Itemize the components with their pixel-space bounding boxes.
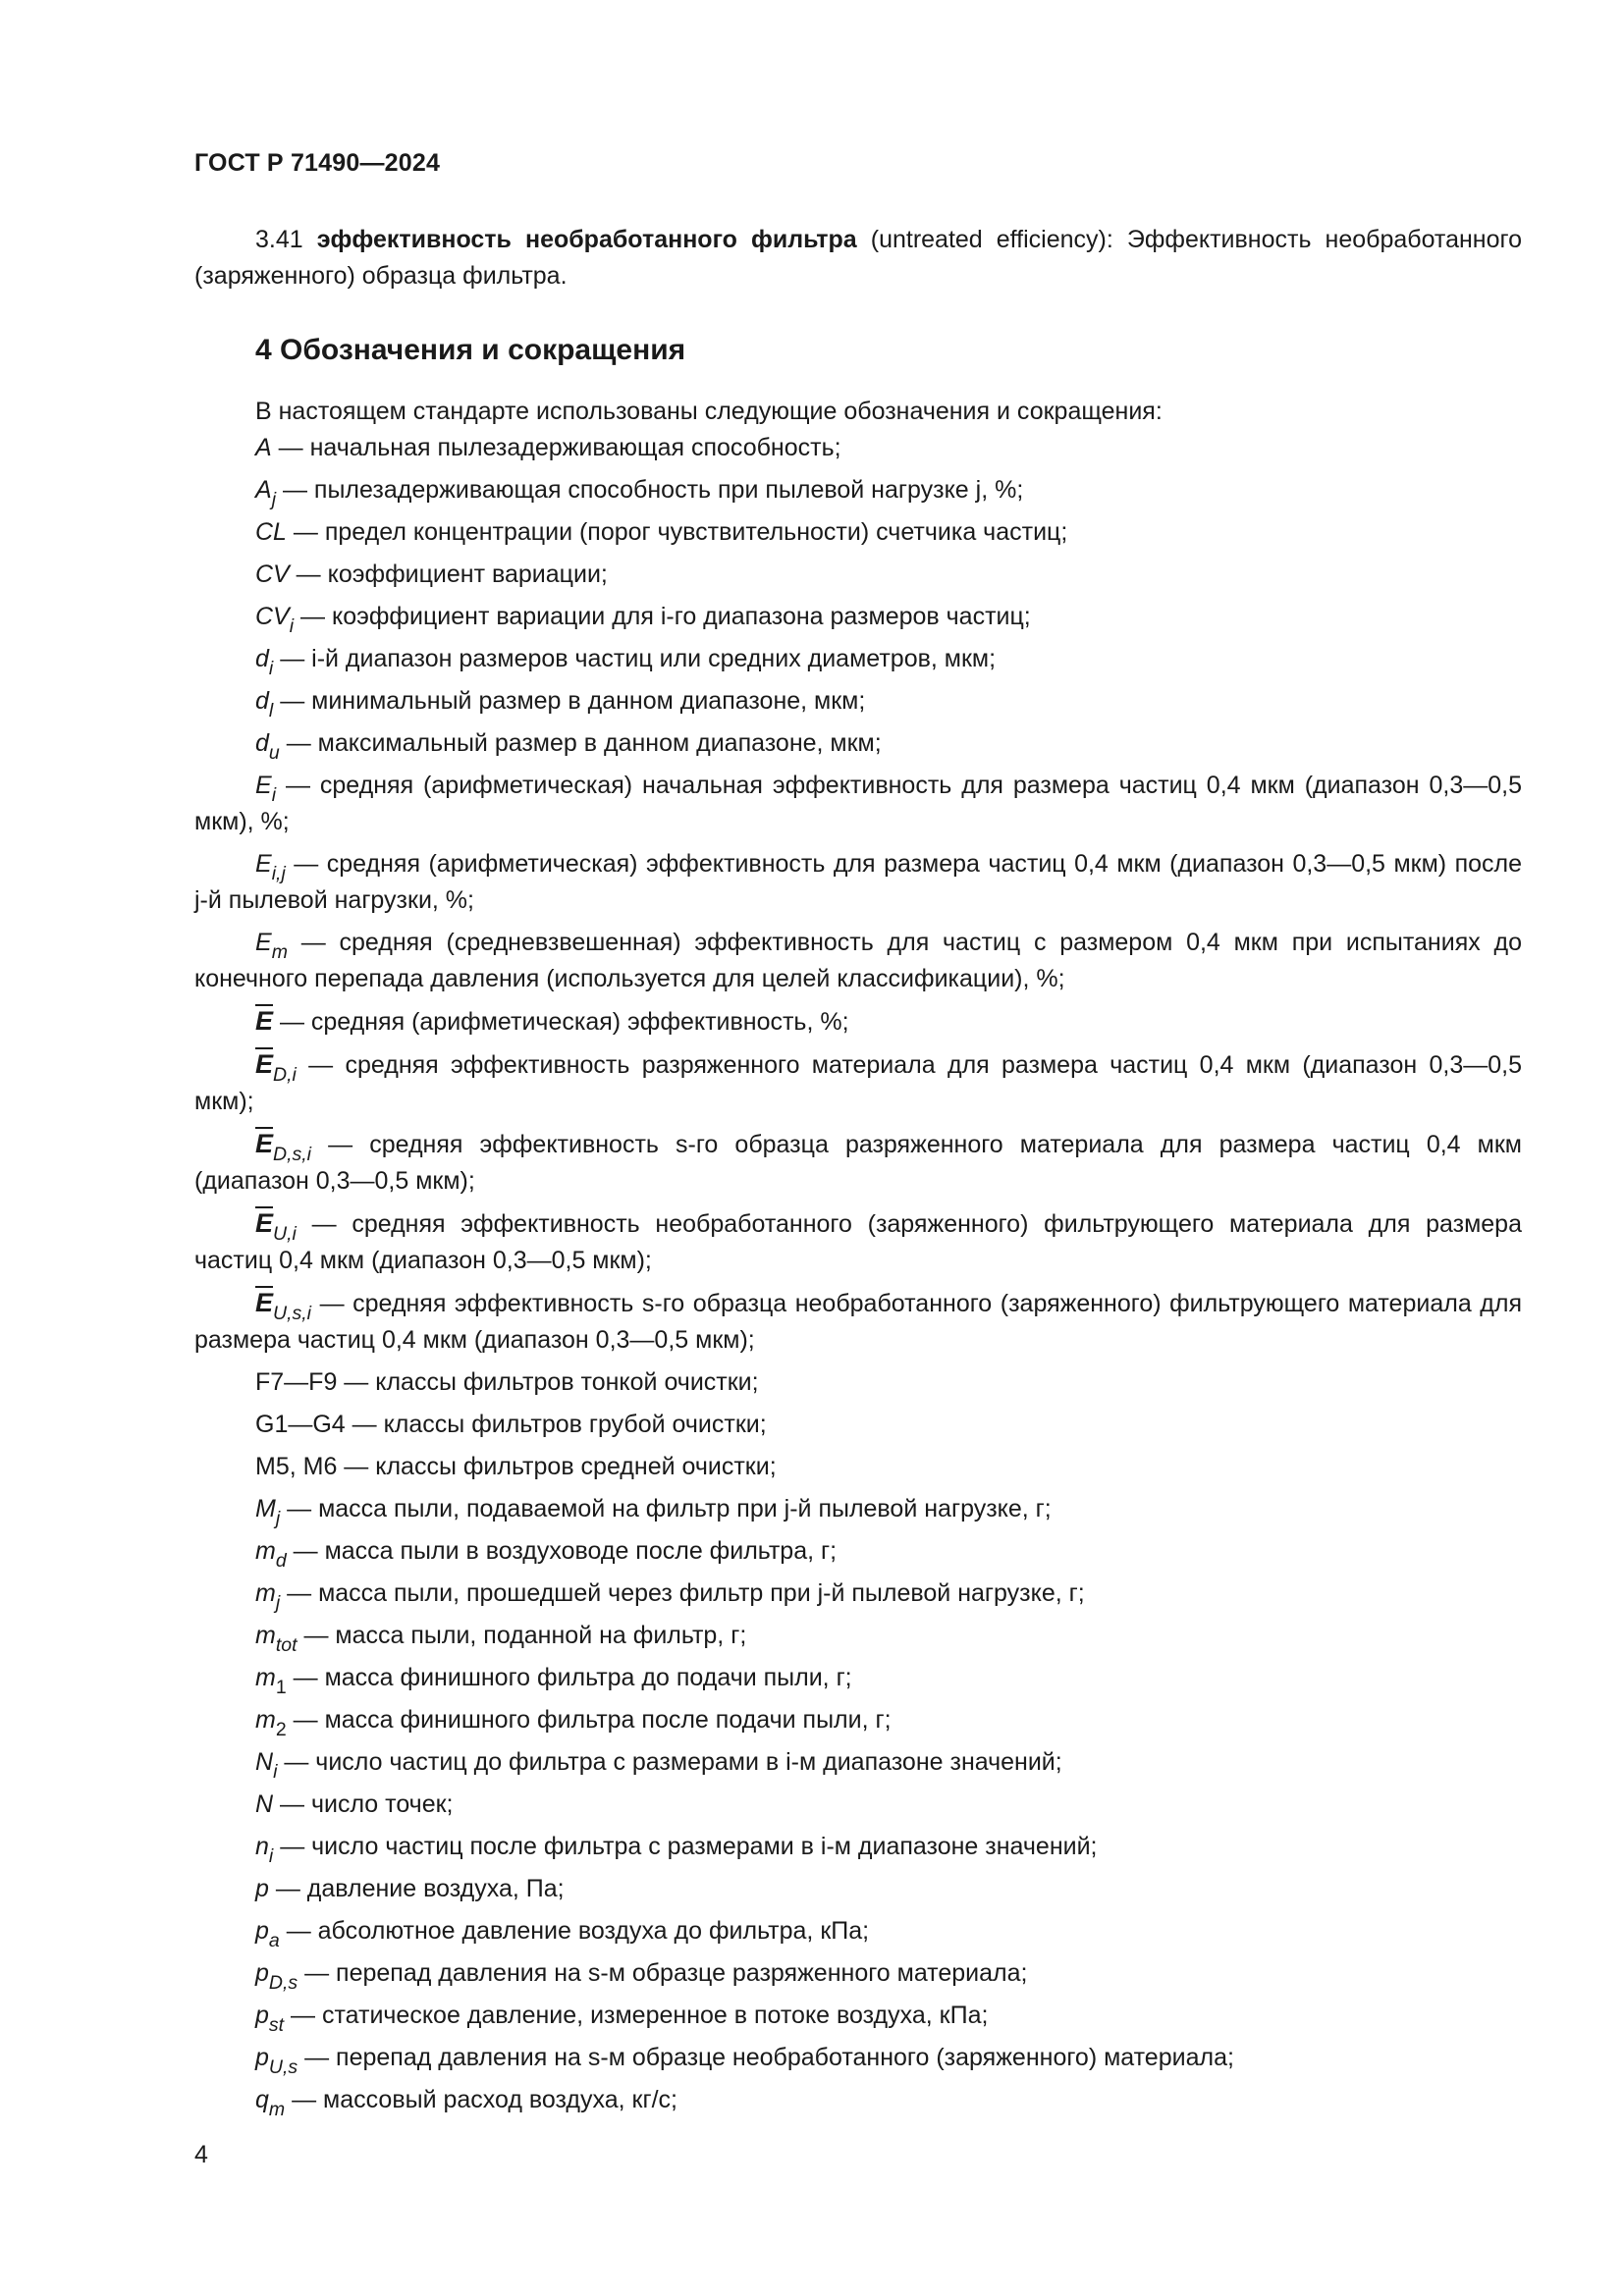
- symbol: m: [255, 1622, 276, 1649]
- symbol: q: [255, 2086, 269, 2113]
- symbol-description: — масса пыли, прошедшей через фильтр при j-й пылевой нагрузке, г;: [280, 1579, 1085, 1607]
- section-intro: В настоящем стандарте использованы следующие обозначения и сокращения:: [255, 398, 1163, 425]
- symbol-item: [194, 1575, 1522, 1615]
- symbol-description: — средняя эффективность s-го образца разряженного материала для размера частиц 0,4 мкм (диапазон 0,3—0,5 мкм);: [194, 1131, 1522, 1195]
- symbol-description: — перепад давления на s-м образце необработанного (заряженного) материала;: [298, 2044, 1234, 2071]
- symbol: p: [255, 1875, 269, 1902]
- symbol: A: [255, 434, 272, 461]
- symbol-item: [194, 846, 1522, 919]
- symbol-subscript: st: [268, 2014, 285, 2037]
- term-english: (untreated efficiency): [870, 226, 1107, 253]
- symbol-description: — массовый расход воздуха, кг/с;: [285, 2086, 677, 2113]
- symbol: CV: [255, 603, 290, 630]
- symbol: m: [255, 1537, 276, 1565]
- symbol: CL: [255, 518, 287, 546]
- page-content: [194, 222, 1522, 2121]
- symbol-item: [194, 683, 1522, 720]
- symbol-description: — коэффициент вариации для i-го диапазона размеров частиц;: [294, 603, 1031, 630]
- symbol: m: [255, 1706, 276, 1734]
- symbol-item: [194, 514, 1522, 551]
- symbol-description: — средняя эффективность разряженного материала для размера частиц 0,4 мкм (диапазон 0,3—0,5 мкм);: [194, 1051, 1522, 1115]
- symbol-item: [194, 1744, 1522, 1784]
- symbol-description: — коэффициент вариации;: [289, 561, 608, 588]
- symbol-subscript: 1: [275, 1677, 287, 1699]
- symbol-subscript: j: [275, 1592, 281, 1615]
- symbol: d: [255, 729, 269, 757]
- symbol-item: [194, 1913, 1522, 1952]
- symbol-subscript: a: [268, 1930, 280, 1952]
- symbol-subscript: D,i: [273, 1064, 297, 1087]
- symbol-item: [194, 1364, 1522, 1401]
- symbol: p: [255, 2044, 269, 2071]
- symbols-list: [194, 430, 1522, 2121]
- symbol-subscript: i: [273, 1761, 278, 1784]
- symbol: $\overline{E}$: [255, 1208, 274, 1238]
- symbol-subscript: u: [268, 742, 280, 765]
- symbol-description: — максимальный размер в данном диапазоне, мкм;: [279, 729, 882, 757]
- symbol: N: [255, 1790, 274, 1818]
- symbol-subscript: i: [268, 1845, 274, 1868]
- symbol-description: — средняя эффективность необработанного (заряженного) фильтрующего материала для размера частиц 0,4 мкм (диапазон 0,3—0,5 мкм);: [194, 1210, 1522, 1274]
- symbol-subscript: U,s: [268, 2056, 298, 2079]
- symbol-description: — перепад давления на s-м образце разряженного материала;: [298, 1959, 1028, 1987]
- symbol-item: [194, 1003, 1522, 1041]
- symbol-item: [194, 1660, 1522, 1699]
- symbol: d: [255, 645, 269, 672]
- symbol-item: [194, 1046, 1522, 1120]
- symbol-description: — число точек;: [273, 1790, 454, 1818]
- symbol-subscript: i: [271, 784, 277, 807]
- symbol-subscript: U,s,i: [273, 1303, 312, 1325]
- symbol-item: [194, 1955, 1522, 1995]
- symbol-description: — число частиц до фильтра с размерами в i-м диапазоне значений;: [277, 1748, 1062, 1776]
- symbol-item: [194, 1618, 1522, 1657]
- symbol-description: — пылезадерживающая способность при пылевой нагрузке j, %;: [276, 476, 1024, 504]
- term-title: эффективность необработанного фильтра: [316, 226, 857, 253]
- symbol-subscript: j: [275, 1508, 281, 1530]
- term-number: 3.41: [255, 226, 303, 253]
- symbol: E: [255, 772, 272, 799]
- symbol-item: [194, 1533, 1522, 1573]
- symbol-subscript: i: [289, 615, 295, 638]
- document-code: ГОСТ Р 71490—2024: [194, 149, 441, 177]
- symbol-item: [194, 1285, 1522, 1359]
- symbol-item: [194, 1126, 1522, 1200]
- symbol-description: — статическое давление, измеренное в потоке воздуха, кПа;: [284, 2002, 989, 2029]
- symbol-subscript: tot: [275, 1634, 298, 1657]
- symbol: E: [255, 850, 272, 878]
- symbol: $\overline{E}$: [255, 1288, 274, 1317]
- symbol: $\overline{E}$: [255, 1129, 274, 1158]
- symbol-description: — число частиц после фильтра с размерами в i-м диапазоне значений;: [273, 1833, 1098, 1860]
- symbol-description: — масса пыли, поданной на фильтр, г;: [297, 1622, 747, 1649]
- symbol-description: — масса пыли в воздуховоде после фильтра, г;: [286, 1537, 838, 1565]
- symbol-item: [194, 768, 1522, 840]
- symbol-subscript: i: [268, 658, 274, 680]
- symbol-description: — средняя (средневзвешенная) эффективность для частиц с размером 0,4 мкм при испытаниях до конечного перепада давления (используется для целей классификации), %;: [194, 929, 1522, 992]
- symbol-item: [194, 472, 1522, 511]
- symbol-description: — масса пыли, подаваемой на фильтр при j-й пылевой нагрузке, г;: [280, 1495, 1052, 1522]
- symbol-subscript: D,s,i: [273, 1144, 312, 1166]
- symbol-item: [194, 1449, 1522, 1485]
- symbol-description: — масса финишного фильтра после подачи пыли, г;: [286, 1706, 892, 1734]
- symbol-description: — минимальный размер в данном диапазоне, мкм;: [273, 687, 866, 715]
- symbol-subscript: 2: [275, 1719, 287, 1741]
- symbol-description: — начальная пылезадерживающая способность;: [271, 434, 841, 461]
- symbol-description: G1—G4 — классы фильтров грубой очистки;: [255, 1411, 767, 1438]
- symbol-item: [194, 2082, 1522, 2121]
- symbol: M: [255, 1495, 276, 1522]
- symbol: E: [255, 929, 272, 956]
- symbol-subscript: j: [271, 489, 277, 511]
- symbol: A: [255, 476, 272, 504]
- symbol-item: [194, 2040, 1522, 2079]
- symbol-subscript: i,j: [271, 863, 286, 885]
- symbol: m: [255, 1664, 276, 1691]
- symbol-description: — абсолютное давление воздуха до фильтра, кПа;: [279, 1917, 870, 1945]
- symbol-item: [194, 925, 1522, 997]
- symbol-item: [194, 1829, 1522, 1868]
- symbol-item: [194, 1491, 1522, 1530]
- term-3-41: [194, 222, 1522, 294]
- symbol-item: [194, 1702, 1522, 1741]
- symbol: $\overline{E}$: [255, 1006, 274, 1036]
- symbol-item: [194, 599, 1522, 638]
- symbol-item: [194, 1787, 1522, 1823]
- symbol-description: — предел концентрации (порог чувствительности) счетчика частиц;: [286, 518, 1068, 546]
- symbol-item: [194, 1407, 1522, 1443]
- symbol: $\overline{E}$: [255, 1049, 274, 1079]
- page-number: 4: [194, 2141, 208, 2168]
- symbol-description: — средняя (арифметическая) эффективность, %;: [273, 1008, 849, 1036]
- symbol-item: [194, 557, 1522, 593]
- symbol-description: — i-й диапазон размеров частиц или средних диаметров, мкм;: [273, 645, 997, 672]
- symbol-subscript: m: [268, 2099, 286, 2121]
- symbol: p: [255, 1959, 269, 1987]
- term-definition: : Эффективность необработанного (заряженного) образца фильтра.: [194, 226, 1522, 290]
- symbol: N: [255, 1748, 274, 1776]
- symbol-item: [194, 1205, 1522, 1279]
- symbol: p: [255, 1917, 269, 1945]
- symbol-subscript: d: [275, 1550, 287, 1573]
- symbol: n: [255, 1833, 269, 1860]
- symbol-description: — средняя (арифметическая) эффективность для размера частиц 0,4 мкм (диапазон 0,3—0,5 мкм) после j-й пылевой нагрузки, %;: [194, 850, 1522, 914]
- symbol-description: — средняя эффективность s-го образца необработанного (заряженного) фильтрующего материала для размера частиц 0,4 мкм (диапазон 0,3—0,5 мкм);: [194, 1290, 1522, 1354]
- symbol-description: M5, M6 — классы фильтров средней очистки;: [255, 1453, 777, 1480]
- symbol-item: [194, 1998, 1522, 2037]
- symbol: p: [255, 2002, 269, 2029]
- symbol: CV: [255, 561, 290, 588]
- symbol-subscript: D,s: [268, 1972, 298, 1995]
- symbol-subscript: l: [268, 700, 274, 722]
- symbol-subscript: m: [271, 941, 288, 964]
- section-heading: 4 Обозначения и сокращения: [255, 334, 686, 366]
- symbol-item: [194, 641, 1522, 680]
- symbol-item: [194, 725, 1522, 765]
- symbol: d: [255, 687, 269, 715]
- symbol: m: [255, 1579, 276, 1607]
- symbol-description: — масса финишного фильтра до подачи пыли, г;: [286, 1664, 852, 1691]
- symbol-item: [194, 1871, 1522, 1907]
- symbol-description: — давление воздуха, Па;: [268, 1875, 565, 1902]
- symbol-description: — средняя (арифметическая) начальная эффективность для размера частиц 0,4 мкм (диапазон 0,3—0,5 мкм), %;: [194, 772, 1522, 835]
- symbol-description: F7—F9 — классы фильтров тонкой очистки;: [255, 1368, 759, 1396]
- symbol-item: [194, 430, 1522, 466]
- symbol-subscript: U,i: [273, 1223, 297, 1246]
